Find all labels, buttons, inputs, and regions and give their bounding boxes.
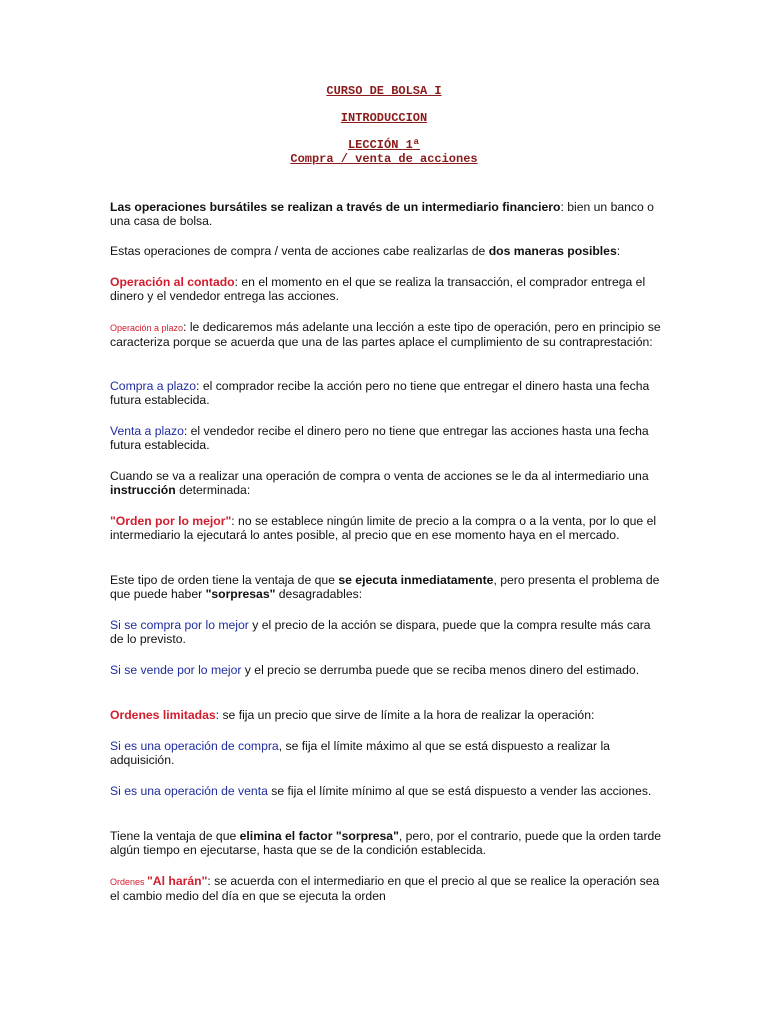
- paragraph-buy-best: [110, 618, 662, 647]
- term-highlight: Operación al contado: [110, 275, 235, 289]
- term-highlight: Si es una operación de venta: [110, 784, 268, 798]
- paragraph-limit-orders: [110, 708, 662, 722]
- bold-text: se ejecuta inmediatamente: [338, 573, 494, 587]
- text: , pero presenta el problema de que puede haber: [110, 573, 660, 602]
- term-highlight: Si es una operación de compra: [110, 739, 279, 753]
- title-block: [0, 84, 768, 166]
- lesson-subject: Compra / venta de acciones: [290, 152, 478, 166]
- term-prefix: Ordenes: [110, 877, 148, 887]
- course-title: CURSO DE BOLSA I: [326, 84, 442, 98]
- paragraph-limit-buy: [110, 739, 662, 768]
- text: Tiene la ventaja de que: [110, 829, 240, 843]
- text: : se acuerda con el intermediario en que el precio al que se realice la operación sea el cambio medio del día en que se ejecuta la orden: [110, 874, 660, 904]
- paragraph-instruction: [110, 469, 662, 498]
- paragraph-term-purchase: [110, 379, 662, 408]
- paragraph-term-operation: [110, 320, 662, 350]
- term-highlight: Ordenes limitadas: [110, 708, 216, 722]
- paragraph-two-ways: [110, 244, 662, 258]
- term-highlight: Operación a plazo: [110, 323, 184, 333]
- text: : el vendedor recibe el dinero pero no tiene que entregar las acciones hasta una fecha futura establecida.: [110, 424, 649, 453]
- bold-text: dos maneras posibles: [488, 244, 617, 258]
- bold-text: Las operaciones bursátiles se realizan a través de un intermediario financiero: [110, 200, 561, 214]
- text: : le dedicaremos más adelante una lección a este tipo de operación, pero en principio se caracteriza porque se acuerda que una de las partes aplace el cumplimiento de su contraprestación:: [110, 320, 661, 350]
- term-highlight: "Al harán": [147, 874, 208, 888]
- term-highlight: "Orden por lo mejor": [110, 514, 232, 528]
- text: Cuando se va a realizar una operación de compra o venta de acciones se le da al intermediario una: [110, 469, 649, 483]
- text: :: [616, 244, 621, 258]
- text: se fija el límite mínimo al que se está dispuesto a vender las acciones.: [267, 784, 652, 798]
- text: , pero, por el contrario, puede que la orden tarde algún tiempo en ejecutarse, hasta que se de la condición establecida.: [110, 829, 662, 858]
- text: : bien un banco o una casa de bolsa.: [110, 200, 654, 229]
- paragraph-term-sale: [110, 424, 662, 453]
- text: Este tipo de orden tiene la ventaja de que: [110, 573, 339, 587]
- text: desagradables:: [275, 587, 363, 602]
- paragraph-advantage: [110, 573, 662, 602]
- paragraph-cash-operation: [110, 275, 662, 304]
- paragraph-al-haran: [110, 874, 662, 904]
- text: : se fija un precio que sirve de límite a la hora de realizar la operación:: [215, 708, 595, 722]
- lesson-title: LECCIÓN 1ª: [347, 138, 420, 152]
- section-title: INTRODUCCION: [340, 111, 428, 125]
- text: , se fija el límite máximo al que se está dispuesto a realizar la adquisición.: [110, 739, 610, 768]
- bold-text: elimina el factor "sorpresa": [239, 829, 399, 843]
- text: : en el momento en el que se realiza la transacción, el comprador entrega el dinero y el vendedor entrega las acciones.: [110, 275, 646, 304]
- paragraph-surprise: [110, 829, 662, 858]
- paragraph-limit-sell: [110, 784, 662, 798]
- text: y el precio de la acción se dispara, puede que la compra resulte más cara de lo previsto.: [110, 618, 651, 647]
- term-highlight: Si se compra por lo mejor: [110, 618, 249, 632]
- bold-text: "sorpresas": [205, 587, 276, 602]
- bold-text: instrucción: [110, 483, 176, 498]
- paragraph-sell-best: [110, 663, 662, 677]
- term-highlight: Si se vende por lo mejor: [110, 663, 242, 677]
- term-highlight: Compra a plazo: [110, 379, 197, 393]
- text: determinada:: [175, 483, 251, 498]
- text: Estas operaciones de compra / venta de acciones cabe realizarlas de: [110, 244, 489, 258]
- paragraph-intermediary: [110, 200, 662, 229]
- paragraph-best-order: [110, 514, 662, 543]
- text: : no se establece ningún limite de precio a la compra o a la venta, por lo que el intermediario la ejecutará lo antes posible, al precio que en ese momento haya en el mercado.: [110, 514, 657, 543]
- term-highlight: Venta a plazo: [110, 424, 184, 438]
- text: : el comprador recibe la acción pero no tiene que entregar el dinero hasta una fecha futura establecida.: [110, 379, 650, 408]
- text: y el precio se derrumba puede que se reciba menos dinero del estimado.: [241, 663, 640, 677]
